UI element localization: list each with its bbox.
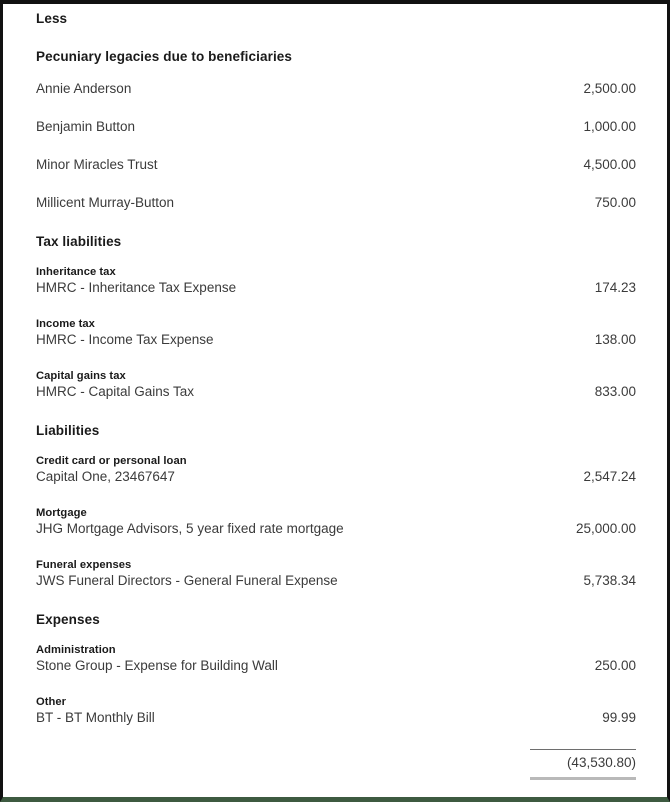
row-description: Benjamin Button: [36, 119, 136, 134]
statement-sheet: [3, 4, 667, 797]
statement-section: [36, 27, 636, 212]
statement-group: [36, 439, 636, 486]
section-title: Pecuniary legacies due to beneficiaries: [36, 49, 293, 64]
statement-row: [36, 331, 636, 349]
row-amount: 138.00: [594, 332, 636, 347]
row-amount: 174.23: [594, 280, 636, 295]
section-title: Tax liabilities: [36, 234, 122, 249]
statement-group: [36, 349, 636, 401]
statement-section: [36, 401, 636, 590]
row-description: JWS Funeral Directors - General Funeral Expense: [36, 573, 338, 588]
row-amount: 250.00: [594, 658, 636, 673]
statement-group: [36, 297, 636, 349]
group-label: Administration: [36, 644, 116, 656]
group-label: Income tax: [36, 318, 95, 330]
row-amount: 99.99: [602, 710, 636, 725]
row-amount: 2,547.24: [583, 469, 636, 484]
group-label: Funeral expenses: [36, 559, 132, 571]
statement-group: [36, 538, 636, 590]
row-amount: 5,738.34: [583, 573, 636, 588]
total-amount: (43,530.80): [566, 755, 636, 770]
statement-row: [36, 136, 636, 174]
row-description: BT - BT Monthly Bill: [36, 710, 155, 725]
group-label: Mortgage: [36, 507, 87, 519]
row-amount: 1,000.00: [583, 119, 636, 134]
statement-row: [36, 468, 636, 486]
row-description: HMRC - Capital Gains Tax: [36, 384, 195, 399]
statement-group: [36, 486, 636, 538]
page-title: Less: [36, 11, 68, 26]
row-description: HMRC - Income Tax Expense: [36, 332, 214, 347]
section-title: Expenses: [36, 612, 100, 627]
sections-container: [36, 27, 636, 727]
row-amount: 4,500.00: [583, 157, 636, 172]
statement-section: [36, 212, 636, 401]
statement-row: [36, 279, 636, 297]
statement-row: [36, 65, 636, 98]
statement-group: [36, 250, 636, 297]
row-amount: 750.00: [594, 195, 636, 210]
row-description: Stone Group - Expense for Building Wall: [36, 658, 278, 673]
row-amount: 25,000.00: [575, 521, 636, 536]
statement-row: [36, 98, 636, 136]
group-label: Inheritance tax: [36, 266, 116, 278]
statement-row: [36, 572, 636, 590]
statement-row: [36, 174, 636, 212]
statement-row: [36, 657, 636, 675]
group-label: Capital gains tax: [36, 370, 126, 382]
row-description: JHG Mortgage Advisors, 5 year fixed rate mortgage: [36, 521, 344, 536]
total-box: [530, 749, 636, 780]
row-description: Millicent Murray-Button: [36, 195, 175, 210]
statement-row: [36, 520, 636, 538]
section-title: Liabilities: [36, 423, 100, 438]
row-amount: 2,500.00: [583, 81, 636, 96]
statement-row: [36, 383, 636, 401]
total-block: [36, 727, 636, 780]
total-rule-bottom: [530, 777, 636, 780]
statement-section: [36, 590, 636, 727]
statement-group: [36, 628, 636, 675]
row-description: Capital One, 23467647: [36, 469, 175, 484]
row-description: Minor Miracles Trust: [36, 157, 158, 172]
statement-row: [36, 709, 636, 727]
group-label: Credit card or personal loan: [36, 455, 187, 467]
statement-group: [36, 675, 636, 727]
row-description: HMRC - Inheritance Tax Expense: [36, 280, 237, 295]
heading-spacer: [36, 4, 636, 27]
group-label: Other: [36, 696, 67, 708]
row-description: Annie Anderson: [36, 81, 132, 96]
row-amount: 833.00: [594, 384, 636, 399]
